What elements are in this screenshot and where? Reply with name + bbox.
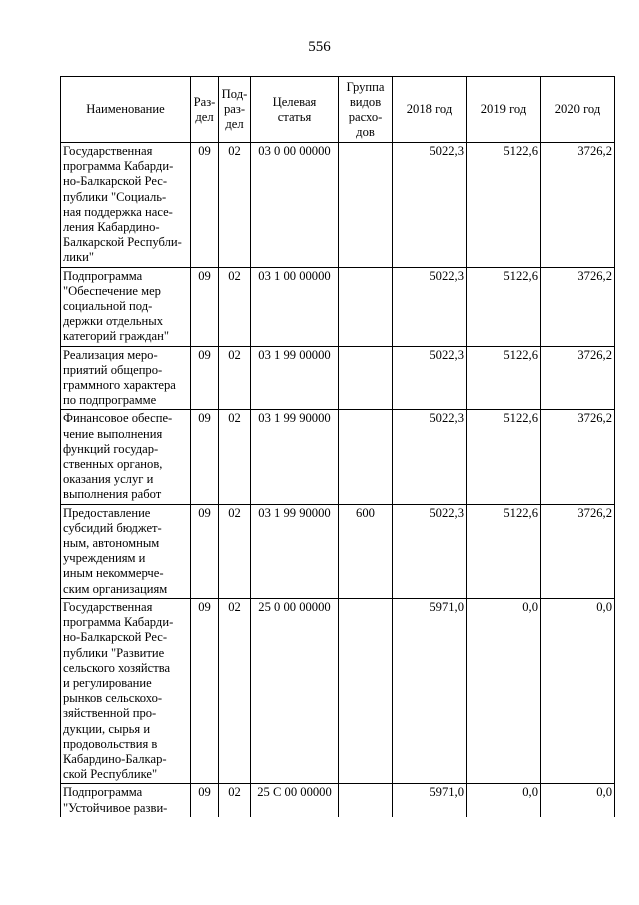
row-name-line: выполнения работ <box>63 487 162 502</box>
table-row <box>61 410 615 504</box>
row-amount-2018: 5971,0 <box>393 598 467 783</box>
row-name-line: продовольствия в <box>63 736 158 751</box>
row-name-line: публики "Социаль- <box>63 189 167 204</box>
row-amount-2020: 0,0 <box>541 784 615 817</box>
header-2018: 2018 год <box>393 77 467 143</box>
header-name: Наименование <box>61 77 191 143</box>
row-name-line: оказания услуг и <box>63 472 154 487</box>
row-name-line: но-Балкарской Рес- <box>63 630 168 645</box>
row-name <box>61 143 191 268</box>
row-name-line: сельского хозяйства <box>63 660 171 675</box>
row-name <box>61 598 191 783</box>
row-name-line: социальной под- <box>63 299 153 314</box>
row-name-line: Государственная <box>63 144 153 158</box>
table-row <box>61 598 615 783</box>
row-amount-2019: 5122,6 <box>467 346 541 410</box>
row-name-line: публики "Развитие <box>63 645 165 660</box>
row-amount-2018: 5022,3 <box>393 410 467 504</box>
row-expense-group <box>339 267 393 346</box>
row-target-article: 25 С 00 00000 <box>251 784 339 817</box>
row-amount-2018: 5022,3 <box>393 504 467 598</box>
row-name-line: и регулирование <box>63 675 152 690</box>
row-name-line: иным некоммерче- <box>63 566 164 581</box>
row-amount-2018: 5971,0 <box>393 784 467 817</box>
row-name-line: ственных органов, <box>63 457 163 472</box>
row-name-line: Предоставление <box>63 505 151 520</box>
row-name-line: программа Кабарди- <box>63 615 174 630</box>
row-section: 09 <box>191 346 219 410</box>
row-section: 09 <box>191 143 219 268</box>
row-amount-2020: 3726,2 <box>541 504 615 598</box>
row-subsection: 02 <box>219 410 251 504</box>
table-row <box>61 346 615 410</box>
row-amount-2020: 3726,2 <box>541 267 615 346</box>
row-name-line: ления Кабардино- <box>63 220 160 235</box>
row-amount-2019: 5122,6 <box>467 143 541 268</box>
row-section: 09 <box>191 598 219 783</box>
table-body <box>61 143 615 817</box>
row-name-line: зяйственной про- <box>63 706 157 721</box>
table-row <box>61 784 615 817</box>
row-subsection: 02 <box>219 598 251 783</box>
row-amount-2020: 3726,2 <box>541 143 615 268</box>
header-row <box>61 77 615 143</box>
table-row <box>61 143 615 268</box>
row-expense-group <box>339 784 393 817</box>
row-subsection: 02 <box>219 504 251 598</box>
row-name-line: категорий граждан" <box>63 329 169 344</box>
row-subsection: 02 <box>219 143 251 268</box>
table-row <box>61 504 615 598</box>
row-name-line: ная поддержка насе- <box>63 204 173 219</box>
row-name-line: чение выполнения <box>63 426 163 441</box>
row-subsection: 02 <box>219 346 251 410</box>
row-name-line: приятий общепро- <box>63 362 163 377</box>
row-name-line: Балкарской Республи- <box>63 235 182 250</box>
row-name-line: дукции, сырья и <box>63 721 151 736</box>
row-expense-group <box>339 143 393 268</box>
row-amount-2019: 0,0 <box>467 784 541 817</box>
row-expense-group: 600 <box>339 504 393 598</box>
row-amount-2020: 0,0 <box>541 598 615 783</box>
row-name-line: Реализация меро- <box>63 347 158 362</box>
row-name-line: Финансовое обеспе- <box>63 411 173 426</box>
row-name-line: граммного характера <box>63 378 176 393</box>
row-expense-group <box>339 346 393 410</box>
row-name-line: Подпрограмма <box>63 268 143 283</box>
row-subsection: 02 <box>219 267 251 346</box>
row-target-article: 03 1 99 90000 <box>251 410 339 504</box>
row-name-line: Кабардино-Балкар- <box>63 751 167 766</box>
row-expense-group <box>339 598 393 783</box>
row-name-line: Подпрограмма <box>63 785 143 800</box>
row-target-article: 03 0 00 00000 <box>251 143 339 268</box>
row-name-line: ской Республике" <box>63 767 158 782</box>
row-name-line: лики" <box>63 250 95 265</box>
header-target: Целевая статья <box>251 77 339 143</box>
row-target-article: 03 1 99 90000 <box>251 504 339 598</box>
row-name-line: учреждениям и <box>63 551 146 566</box>
row-amount-2019: 5122,6 <box>467 504 541 598</box>
row-name-line: но-Балкарской Рес- <box>63 174 168 189</box>
row-name-line: "Устойчивое разви- <box>63 800 168 815</box>
row-name-line: субсидий бюджет- <box>63 520 162 535</box>
row-name-line: ным, автономным <box>63 536 160 551</box>
table-row <box>61 267 615 346</box>
row-amount-2018: 5022,3 <box>393 346 467 410</box>
budget-table <box>60 76 615 817</box>
row-name-line: держки отдельных <box>63 314 163 329</box>
row-target-article: 03 1 00 00000 <box>251 267 339 346</box>
row-name-line: программа Кабарди- <box>63 159 174 174</box>
row-amount-2019: 5122,6 <box>467 267 541 346</box>
row-name <box>61 504 191 598</box>
row-amount-2020: 3726,2 <box>541 410 615 504</box>
row-section: 09 <box>191 504 219 598</box>
page-number: 556 <box>308 39 331 55</box>
row-amount-2020: 3726,2 <box>541 346 615 410</box>
row-section: 09 <box>191 410 219 504</box>
row-name <box>61 410 191 504</box>
row-name-line: функций государ- <box>63 441 159 456</box>
row-subsection: 02 <box>219 784 251 817</box>
header-2020: 2020 год <box>541 77 615 143</box>
row-expense-group <box>339 410 393 504</box>
row-amount-2018: 5022,3 <box>393 143 467 268</box>
row-name <box>61 346 191 410</box>
header-2019: 2019 год <box>467 77 541 143</box>
row-name-line: рынков сельскохо- <box>63 691 163 706</box>
row-amount-2019: 0,0 <box>467 598 541 783</box>
header-subsection: Под- раз- дел <box>219 77 251 143</box>
header-group: Группа видов расхо- дов <box>339 77 393 143</box>
row-name <box>61 784 191 817</box>
header-section: Раз- дел <box>191 77 219 143</box>
row-name-line: по подпрограмме <box>63 393 157 408</box>
row-section: 09 <box>191 267 219 346</box>
row-name-line: ским организациям <box>63 581 168 596</box>
row-amount-2018: 5022,3 <box>393 267 467 346</box>
row-section: 09 <box>191 784 219 817</box>
row-name-line: "Обеспечение мер <box>63 283 161 298</box>
row-target-article: 03 1 99 00000 <box>251 346 339 410</box>
row-name-line: Государственная <box>63 599 153 614</box>
row-amount-2019: 5122,6 <box>467 410 541 504</box>
row-target-article: 25 0 00 00000 <box>251 598 339 783</box>
row-name <box>61 267 191 346</box>
